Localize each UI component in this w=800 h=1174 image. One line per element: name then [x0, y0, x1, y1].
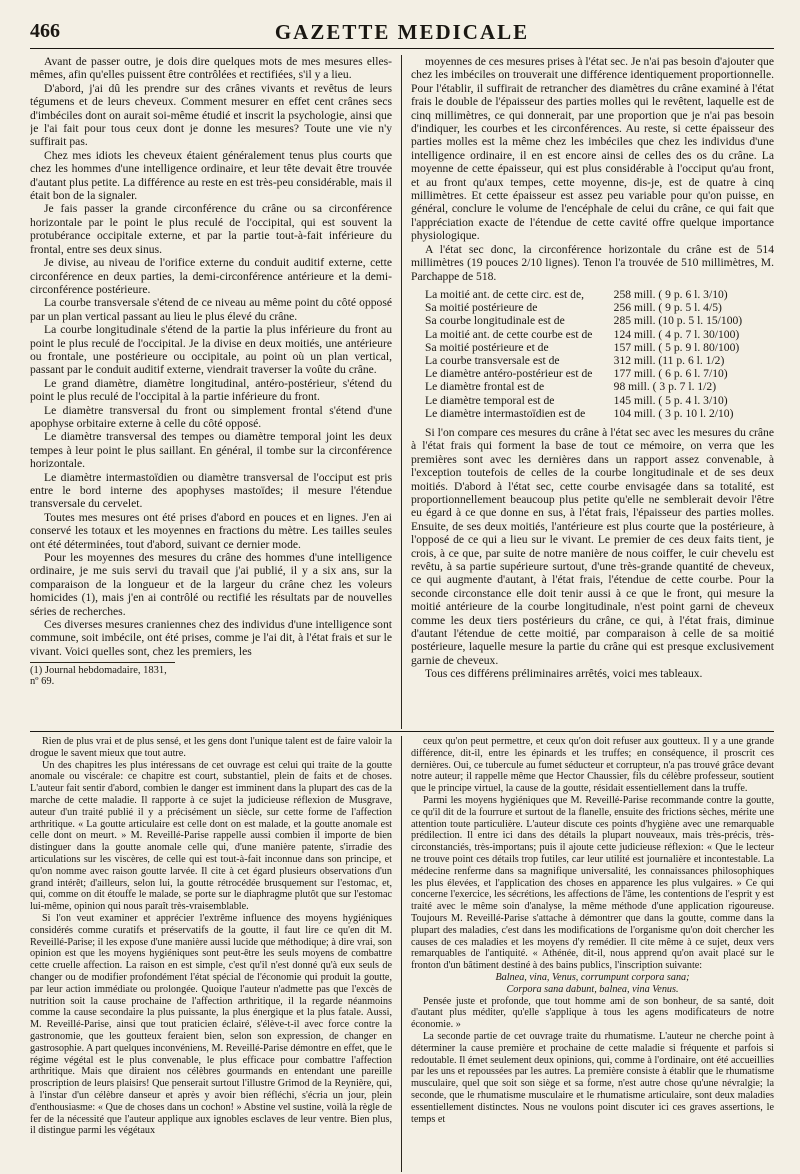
page-number: 466: [30, 20, 60, 42]
table-row: [425, 380, 774, 393]
paragraph: Toutes mes mesures ont été prises d'abord en pouces et en lignes. J'en ai conservé les totaux et les moyennes en fractions du mètre. Les tailles seules ont été déterminées, tout d'abord, suivant ce dernier mode.: [30, 510, 392, 551]
top-left-column: [30, 55, 402, 729]
row-value: 177 mill. ( 6 p. 6 l. 7/10): [613, 367, 728, 381]
row-label: Sa moitié postérieure et de: [425, 340, 549, 354]
table-row: [425, 288, 774, 301]
row-label: Sa courbe longitudinale est de: [425, 314, 565, 328]
paragraph: Le grand diamètre, diamètre longitudinal, antéro-postérieur, s'étend du point le plus reculé de l'occipital à la partie inférieure du front.: [30, 376, 392, 404]
paragraph: Le diamètre transversal du front ou simplement frontal s'étend d'une apophyse orbitaire externe à celle du côté opposé.: [30, 403, 392, 430]
verse-line: Balnea, vina, Venus, corrumpunt corpora sana;: [495, 971, 690, 983]
row-value: 258 mill. ( 9 p. 6 l. 3/10): [613, 287, 728, 301]
bottom-right-column: [402, 736, 774, 1172]
table-row: [425, 407, 774, 420]
row-value: 145 mill. ( 5 p. 4 l. 3/10): [613, 393, 728, 407]
table-row: [425, 301, 774, 314]
footnote: (1) Journal hebdomadaire, 1831, nº 69.: [30, 662, 175, 687]
paragraph: Si l'on veut examiner et apprécier l'extrême influence des moyens hygiéniques considérés comme curatifs et préservatifs de la goutte, il faut lire ce qu'en dit M. Reveillé-Parise; il les expose d'une manière aussi lucide que méthodique; à dire vrai, son opinion est que les moyens hygiéniques sont peut-être les seuls moyens de combattre cette cruelle affection. La raison en est simple, c'est qu'il n'est donné qu'à eux seuls de changer ou de modifier profondément l'état spécial de l'économie qui produit la goutte, par leur action immédiate ou prolongée. Quoique l'auteur n'admette pas que l'excès de nutrition soit la cause prochaine de l'affection arthritique, il la regarde néanmoins comme la cause secondaire la plus puissante, la plus énergique et la plus fatale. Aussi, M. Reveillé-Parise, ainsi que tout praticien éclairé, s'élève-t-il avec force contre la gastronomie, que les goutteux feraient bien, selon son expression, de changer en gastrosophie. A part quelques inconvéniens, M. Reveillé-Parise démontre en effet, que le régime végétal est le plus convenable, le plus efficace pour combattre l'affection arthritique. Mais que diraient nos célèbres gourmands en entendant une pareille proscription de leurs plaisirs! Que penserait surtout l'illustre Grimod de la Reynière, qui, à l'instar d'un célèbre danseur et après y avoir bien réfléchi, s'écria un jour, plein d'enthousiasme: « Que de choses dans un cochon! » Abstine vel sustine, voilà la règle de fer de la nécessité que l'auteur applique aux ignobles esclaves de leur ventre. Bien plus, il distingue parmi les végétaux: [30, 912, 392, 1137]
paragraph: ceux qu'on peut permettre, et ceux qu'on doit refuser aux goutteux. Il y a une grande différence, dit-il, entre les épinards et les truffes; en conséquence, il proscrit ces dernières. Oui, ce tubercule au fumet séducteur et corrupteur, n'a pas trouvé grâce devant notre auteur; il rappelle même que Hector Chaussier, fils du célèbre professeur, soutient que le principe virtuel, la cause de la goutte, résidait essentiellement dans la truffe.: [411, 736, 774, 795]
paragraph: D'abord, j'ai dû les prendre sur des crânes vivants et revêtus de leurs tégumens et de leurs cheveux. Comment mesurer en effet cent crânes secs d'imbéciles dont on aurait soi-même étudié et inscrit la psychologie, ainsi que je l'ai fait pour tous ceux dont je donne les mesures? Toute une vie n'y suffirait pas.: [30, 81, 392, 149]
table-row: [425, 367, 774, 380]
paragraph: La courbe longitudinale s'étend de la partie la plus inférieure du front au point le plus reculé de l'occipital. Je la divise en deux moitiés, une antérieure ou frontale, une postérieure ou occipitale, au point où un plan vertical, passant par le conduit auditif externe, viendrait traverser la voûte du crâne.: [30, 323, 392, 377]
paragraph: Le diamètre transversal des tempes ou diamètre temporal joint les deux tempes à leur point le plus saillant. En général, il tombe sur la circonférence horizontale.: [30, 430, 392, 471]
paragraph: Rien de plus vrai et de plus sensé, et les gens dont l'unique talent est de faire valoir la drogue le savent mieux que tout autre.: [30, 736, 392, 759]
table-row: [425, 314, 774, 327]
page-header: [30, 18, 774, 49]
paragraph: moyennes de ces mesures prises à l'état sec. Je n'ai pas besoin d'ajouter que chez les imbéciles on trouverait une différence identiquement proportionnelle. Pour l'établir, il suffirait de retrancher des diamètres du crâne examiné à l'état frais le double de l'épaisseur des parties molles qui le revêtent, laquelle est de cinq millimètres, ce qui donnerait, par une proportion que je n'ai pas besoin d'indiquer, les courbes et les circonférences. Au reste, si cette épaisseur des parties molles est la même chez les imbéciles que chez les individus d'une intelligence ordinaire, il en est encore ainsi de celles des os du crâne. La moyenne de cette épaisseur, qui est plus considérable à l'occiput qu'au front, et au front qu'aux tempes, cette moyenne, dis-je, est de quatre à cinq millimètres. Et cette épaisseur est assez peu variable pour qu'on puisse, en général, conclure le volume de l'encéphale de celui du crâne, ce qui fait que l'appréciation exacte de l'étendue de cette cavité offre quelque importance physiologique.: [411, 55, 774, 243]
table-row: [425, 341, 774, 354]
row-value: 312 mill. (11 p. 6 l. 1/2): [613, 353, 725, 367]
table-row: [425, 394, 774, 407]
paragraph: Ces diverses mesures craniennes chez des individus d'une intelligence sont commune, soit imbécile, ont été prises, comme je l'ai dit, à l'état frais et sur le vivant. Voici quelles sont, chez les premiers, les: [30, 618, 392, 658]
row-value: 157 mill. ( 5 p. 9 l. 80/100): [613, 340, 740, 354]
paragraph: Tous ces différens préliminaires arrêtés, voici mes tableaux.: [425, 667, 703, 681]
top-section: [30, 55, 774, 729]
measurement-table: [425, 288, 774, 420]
top-right-column: [402, 55, 774, 729]
row-label: Le diamètre temporal est de: [425, 393, 555, 407]
paragraph: Chez mes idiots les cheveux étaient généralement tenus plus courts que chez les hommes d'une intelligence ordinaire, et leur tête devait être trouvée d'autant plus petite. La différence au reste en est très-peu considérable, mais il était bon de la signaler.: [30, 148, 392, 203]
paragraph: Parmi les moyens hygiéniques que M. Reveillé-Parise recommande contre la goutte, ce qu'il dit de la fourrure et surtout de la flanelle, ensuite des frictions sèches, mérite une attention toute particulière. L'auteur discute ces points d'hygiène avec une remarquable prédilection. Il entre ici dans des détails la plupart nouveaux, mais très-précis, très-circonstanciés, très-importans; puis il ajoute cette judicieuse réflexion: « Que le lecteur ne trouve point ces détails trop futiles, car leur utilité est journalière et incontestable. La médecine renferme dans sa magnifique universalité, les connaissances philosophiques les plus élevées, et l'application des choses en apparence les plus vulgaires. » Ce qui concerne l'exercice, les sécrétions, les affections de l'âme, les contentions de l'esprit y est traité avec le même soin d'analyse, la même méthode d'une application rigoureuse. Toujours M. Reveillé-Parise s'attache à démontrer que dans la goutte, comme dans la plupart des maladies, c'est dans les modifications de l'organisme qu'on doit chercher les causes de ces maladies et les moyens d'y remédier. Il cite même à ce sujet, deux vers remarquables de l'antiquité. « Athénée, dit-il, nous apprend qu'on avait placé sur le fronton d'un bâtiment destiné à des bains publics, l'inscription suivante:: [411, 794, 774, 972]
paragraph: Le diamètre intermastoïdien ou diamètre transversal de l'occiput est pris entre le bord interne des apophyses mastoïdes; il mesure l'étendue transversale du cervelet.: [30, 470, 392, 511]
paragraph: Je fais passer la grande circonférence du crâne ou sa circonférence horizontale par le point le plus reculé de l'occipital, qui est souvent la protubérance occipitale externe, et par la partie tout-à-fait inférieure du frontal, entre ses deux sinus.: [30, 202, 392, 256]
row-value: 285 mill. (10 p. 5 l. 15/100): [613, 314, 743, 328]
row-value: 98 mill. ( 3 p. 7 l. 1/2): [613, 380, 717, 394]
section-divider: [30, 731, 774, 732]
row-label: La moitié ant. de cette circ. est de,: [425, 287, 585, 301]
journal-title: GAZETTE MEDICALE: [274, 20, 530, 44]
row-value: 104 mill. ( 3 p. 10 l. 2/10): [613, 406, 734, 420]
paragraph: Pour les moyennes des mesures du crâne des hommes d'une intelligence ordinaire, je me suis servi du travail que j'ai publié, il y a six ans, sur la comparaison de la longueur et de la largeur du crâne chez les voleurs homicides (1), mais j'en ai contrôlé ou rectifié les résultats par de nouvelles séries de recherches.: [30, 551, 392, 618]
paragraph: Pensée juste et profonde, que tout homme ami de son bonheur, de sa santé, doit d'autant plus méditer, qu'elle s'applique à tous les agens modificateurs de notre économie. »: [411, 995, 774, 1031]
table-row: [425, 328, 774, 341]
row-label: Le diamètre antéro-postérieur est de: [425, 367, 593, 381]
bottom-section: [30, 736, 774, 1172]
row-value: 256 mill. ( 9 p. 5 l. 4/5): [613, 301, 722, 315]
row-label: La courbe transversale est de: [425, 353, 560, 367]
paragraph: Je divise, au niveau de l'orifice externe du conduit auditif externe, cette circonférence en deux parties, la demi-circonférence antérieure et la demi-circonférence postérieure.: [30, 256, 392, 296]
row-label: Le diamètre intermastoïdien est de: [425, 406, 586, 420]
paragraph: La courbe transversale s'étend de ce niveau au même point du côté opposé par un plan vertical passant au lieu le plus élevé du crâne.: [30, 296, 392, 323]
row-value: 124 mill. ( 4 p. 7 l. 30/100): [613, 327, 740, 341]
paragraph: A l'état sec donc, la circonférence horizontale du crâne est de 514 millimètres (19 pouces 2/10 lignes). Tenon l'a trouvée de 510 millimètres, M. Parchappe de 518.: [411, 242, 774, 283]
paragraph: Si l'on compare ces mesures du crâne à l'état sec avec les mesures du crâne à l'état frais qui forment la base de tout ce mémoire, on verra que les premières sont avec les dernières dans un rapport assez convenable, à l'exception toutefois de celles de la courbe longitudinale et de ses deux moitiés. D'abord à l'état sec, cette courbe envisagée dans sa totalité, est proportionnellement beaucoup plus petite qu'elle ne semblerait devoir l'être eu égard à ce que donne en sus, à l'état frais, l'épaisseur des parties molles. Ensuite, de ses deux moitiés, l'antérieure est plus courte que la postérieure, à l'opposé de ce qui a lieu sur le vivant. Le premier de ces deux faits tient, je crois, à ce que, par suite de notre manière de nous coiffer, le cuir chevelu est revêtu, à sa partie supérieure surtout, d'une très-grande quantité de cheveux, ce qui augmente d'autant, à l'état frais, l'étendue de cette courbe. Pour la seconde circonstance elle doit tenir aussi à ce que le front, qui mesure la moitié antérieure de la courbe longitudinale, n'est point garni de cheveux comme les deux tiers postérieurs du crâne, ce qui, à l'état frais, diminue d'autant l'étendue de cette moitié, par comparaison à celle de sa moitié postérieure, laquelle mesure la partie du crâne qui est presque exclusivement garnie de cheveux.: [411, 425, 774, 667]
paragraph: Avant de passer outre, je dois dire quelques mots de mes mesures elles-mêmes, afin qu'elles puissent être contrôlées et rectifiées, s'il y a lieu.: [30, 55, 392, 82]
table-row: [425, 354, 774, 367]
row-label: La moitié ant. de cette courbe est de: [425, 327, 593, 341]
bottom-left-column: [30, 736, 402, 1172]
paragraph: Un des chapitres les plus intéressans de cet ouvrage est celui qui traite de la goutte anomale ou viscérale: ce chapitre est court, substantiel, plein de faits et de choses. L'auteur fait sentir d'abord, combien le danger est imminent dans la plupart des cas de la marche de cette maladie. Il rapporte à ce sujet la judicieuse réflexion de Musgrave, auteur d'un traité publié il y a précisément un siècle, sur cette forme de l'affection arthritique. « La goutte articulaire est celle dont on est malade, et la goutte anomale est celle dont on meurt. » M. Reveillé-Parise rappelle aussi combien il importe de bien distinguer dans la goutte anomale celle qui, d'une manière patente, s'irradie des articulations sur les viscères, de celle qui est tout-à-fait inconnue dans son principe, et qu'on nomme avec raison goutte larvée. Il cite à cet égard plusieurs observations d'un grand intérêt; d'ailleurs, selon lui, la goutte rétrocédée brusquement sur l'estomac, et, qui, comme on dit étouffe le malade, se porte sur le diaphragme plutôt que sur l'estomac lui-même, opinion qui nous paraît très-vraisemblable.: [30, 759, 392, 913]
row-label: Le diamètre frontal est de: [425, 380, 545, 394]
row-label: Sa moitié postérieure de: [425, 301, 538, 315]
verse-line: Corpora sana dabunt, balnea, vina Venus.: [506, 983, 679, 995]
paragraph: La seconde partie de cet ouvrage traite du rhumatisme. L'auteur ne cherche point à déterminer la cause première et prochaine de cette maladie si fréquente et parfois si redoutable. Il émet seulement deux opinions, qui, comme à l'ordinaire, ont été accueillies par les uns et repoussées par les autres. La première consiste à établir que le rhumatisme musculaire, quel que soit son siège et sa forme, n'est autre chose qu'une névralgie; la seconde, que le rhumatisme musculaire et le rhumatisme articulaire, sont deux maladies essentiellement distinctes. Nous ne voulons point discuter ici ces graves assertions, le temps et: [411, 1030, 774, 1125]
